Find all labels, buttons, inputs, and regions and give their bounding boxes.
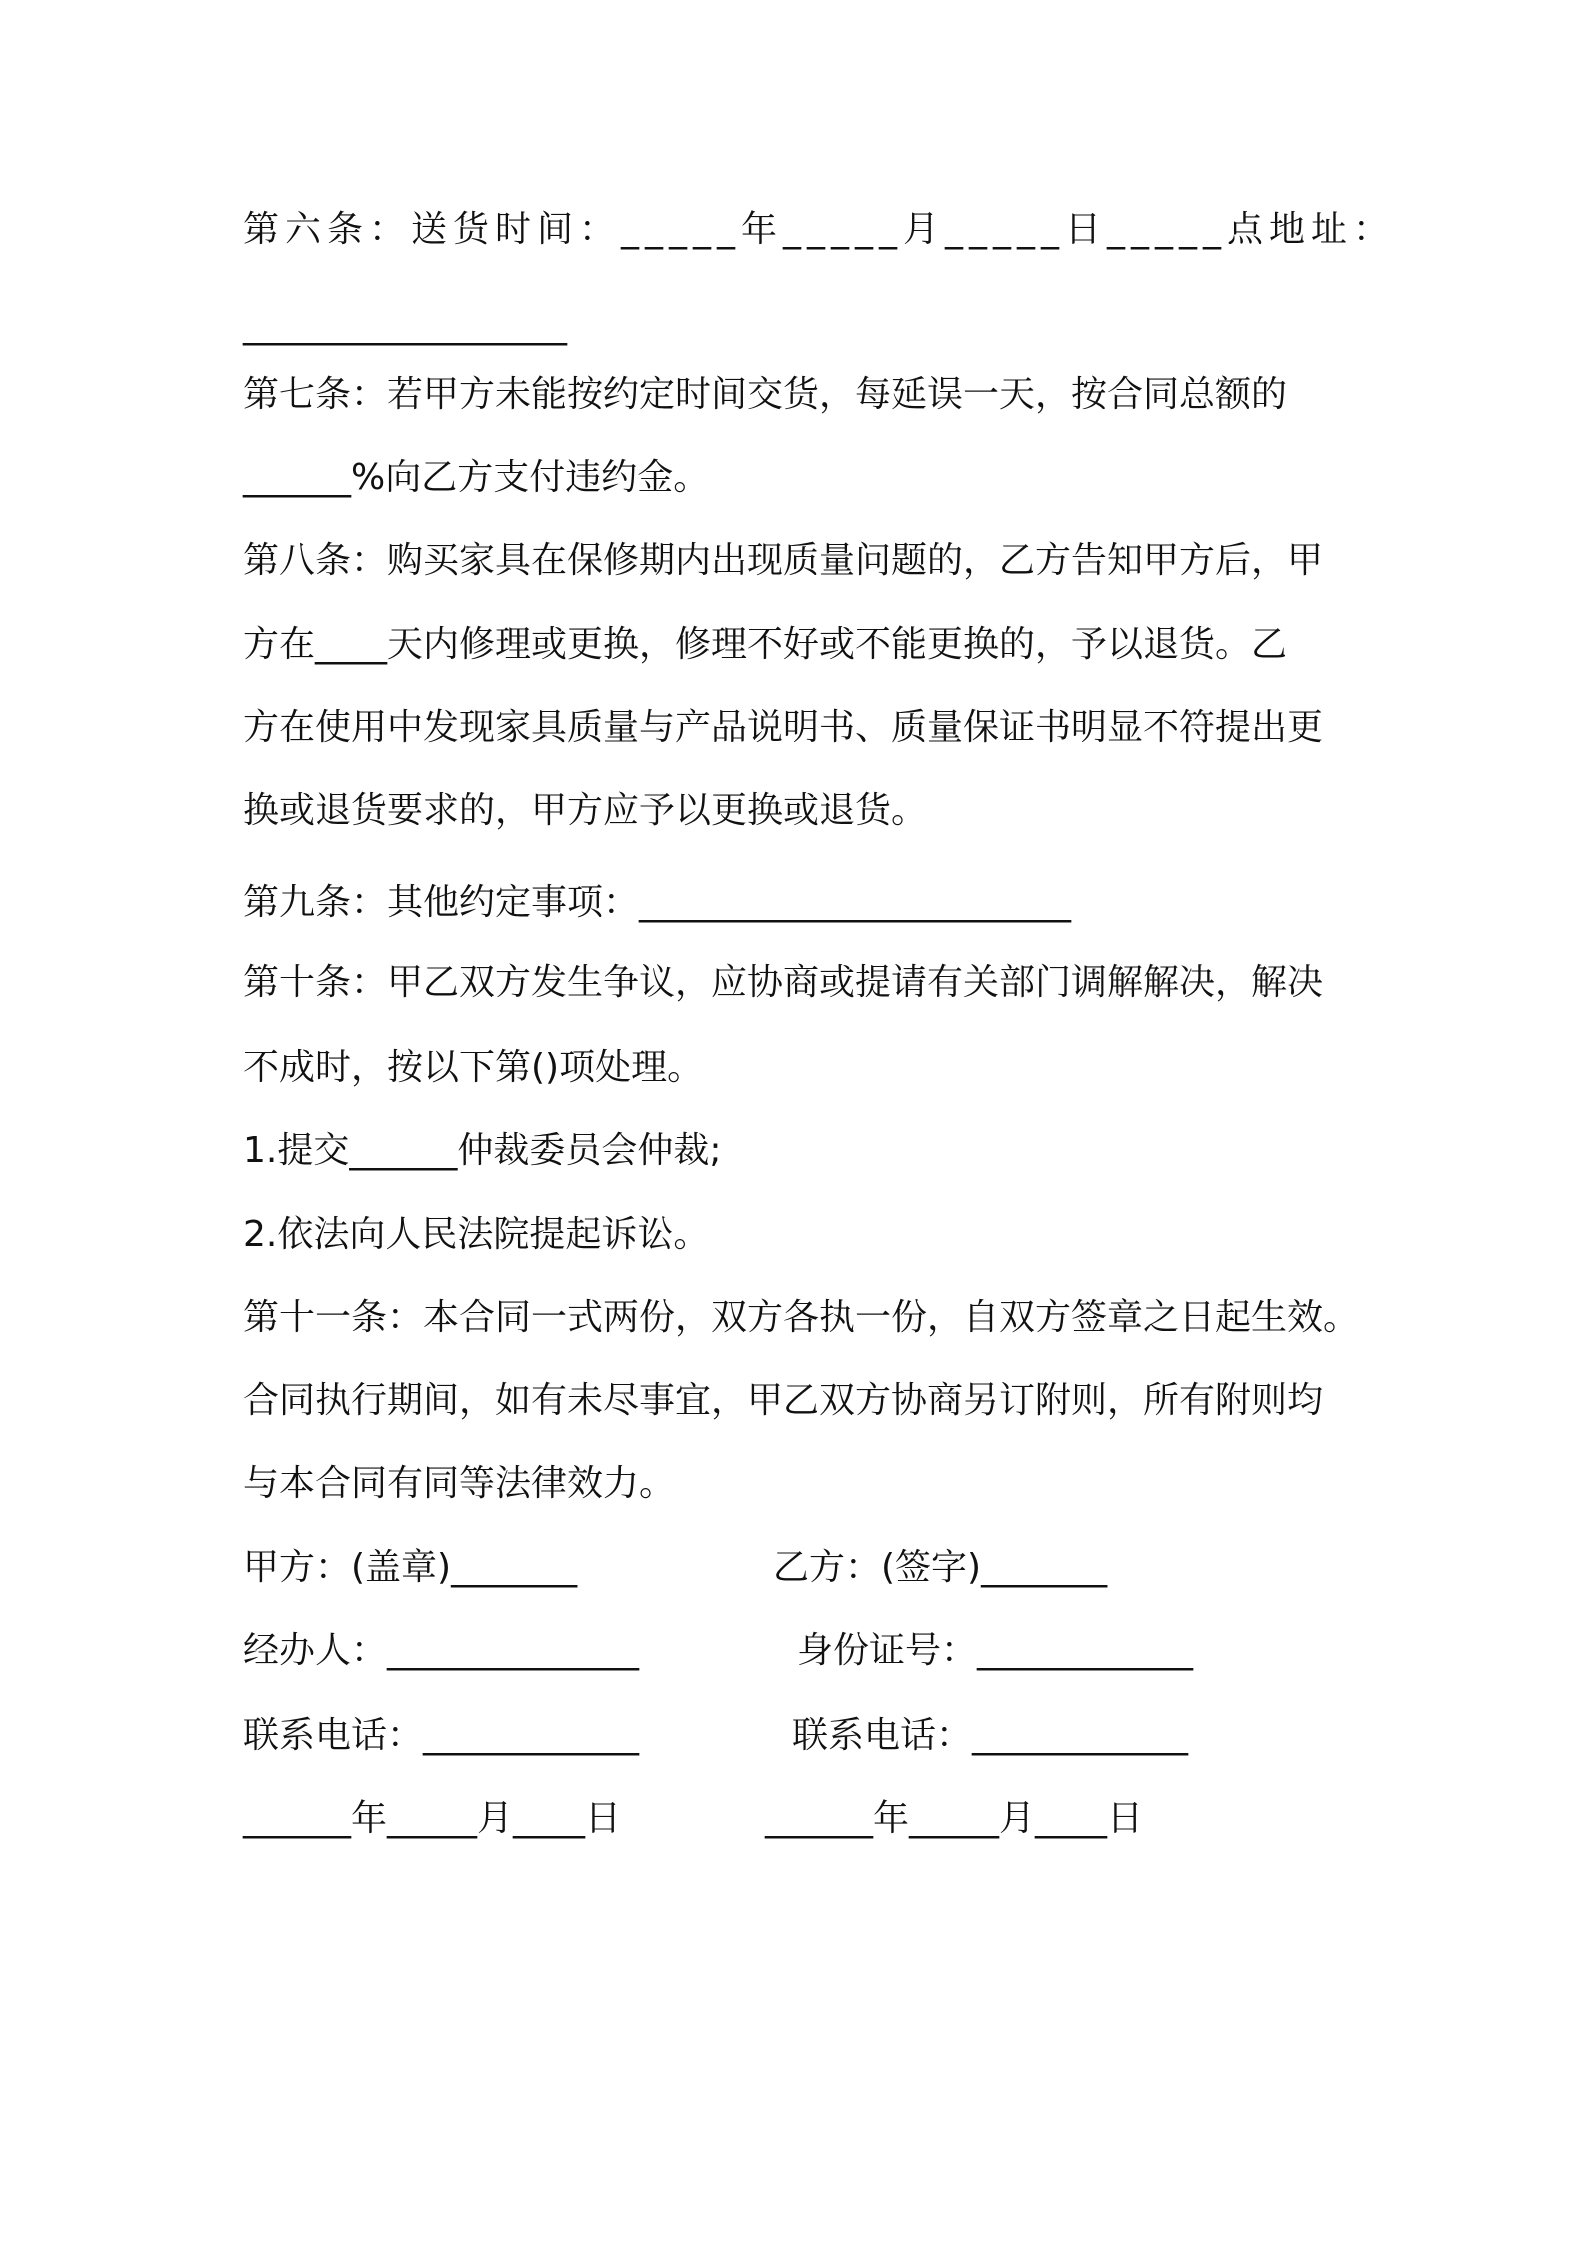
article-8-line-4: 换或退货要求的，甲方应予以更换或退货。 [243,790,928,831]
party-b-date: ______年_____月____日 [765,1798,1143,1839]
id-number-field: 身份证号：____________ [797,1630,1194,1671]
article-11-line-3: 与本合同有同等法律效力。 [243,1463,676,1504]
article-7-line-2: ______%向乙方支付违约金。 [243,457,710,498]
agent-field: 经办人：______________ [243,1630,640,1671]
party-a-date: ______年_____月____日 [243,1798,621,1839]
article-10-option-1: 1.提交______仲裁委员会仲裁; [243,1130,722,1171]
article-7-line-1: 第七条：若甲方未能按约定时间交货，每延误一天，按合同总额的 [243,374,1288,415]
party-a-seal: 甲方：(盖章)_______ [243,1547,578,1588]
article-6-line-1: 第六条：送货时间：_____年_____月_____日_____点地址： [243,209,1396,250]
article-8-line-3: 方在使用中发现家具质量与产品说明书、质量保证书明显不符提出更 [243,707,1324,748]
article-10-line-2: 不成时，按以下第()项处理。 [243,1047,704,1088]
article-8-line-2: 方在____天内修理或更换，修理不好或不能更换的，予以退货。乙 [243,624,1288,665]
party-b-signature: 乙方：(签字)_______ [773,1547,1108,1588]
article-11-line-2: 合同执行期间，如有未尽事宜，甲乙双方协商另订附则，所有附则均 [243,1380,1324,1421]
article-10-option-2: 2.依法向人民法院提起诉讼。 [243,1214,710,1255]
party-b-phone-field: 联系电话：____________ [792,1715,1189,1756]
article-10-line-1: 第十条：甲乙双方发生争议，应协商或提请有关部门调解解决，解决 [243,962,1324,1003]
party-a-phone-field: 联系电话：____________ [243,1715,640,1756]
article-8-line-1: 第八条：购买家具在保修期内出现质量问题的，乙方告知甲方后，甲 [243,540,1324,581]
article-9-line-1: 第九条：其他约定事项：________________________ [243,882,1072,923]
article-6-line-2: __________________ [243,305,567,346]
article-11-line-1: 第十一条：本合同一式两份，双方各执一份，自双方签章之日起生效。 [243,1297,1360,1338]
